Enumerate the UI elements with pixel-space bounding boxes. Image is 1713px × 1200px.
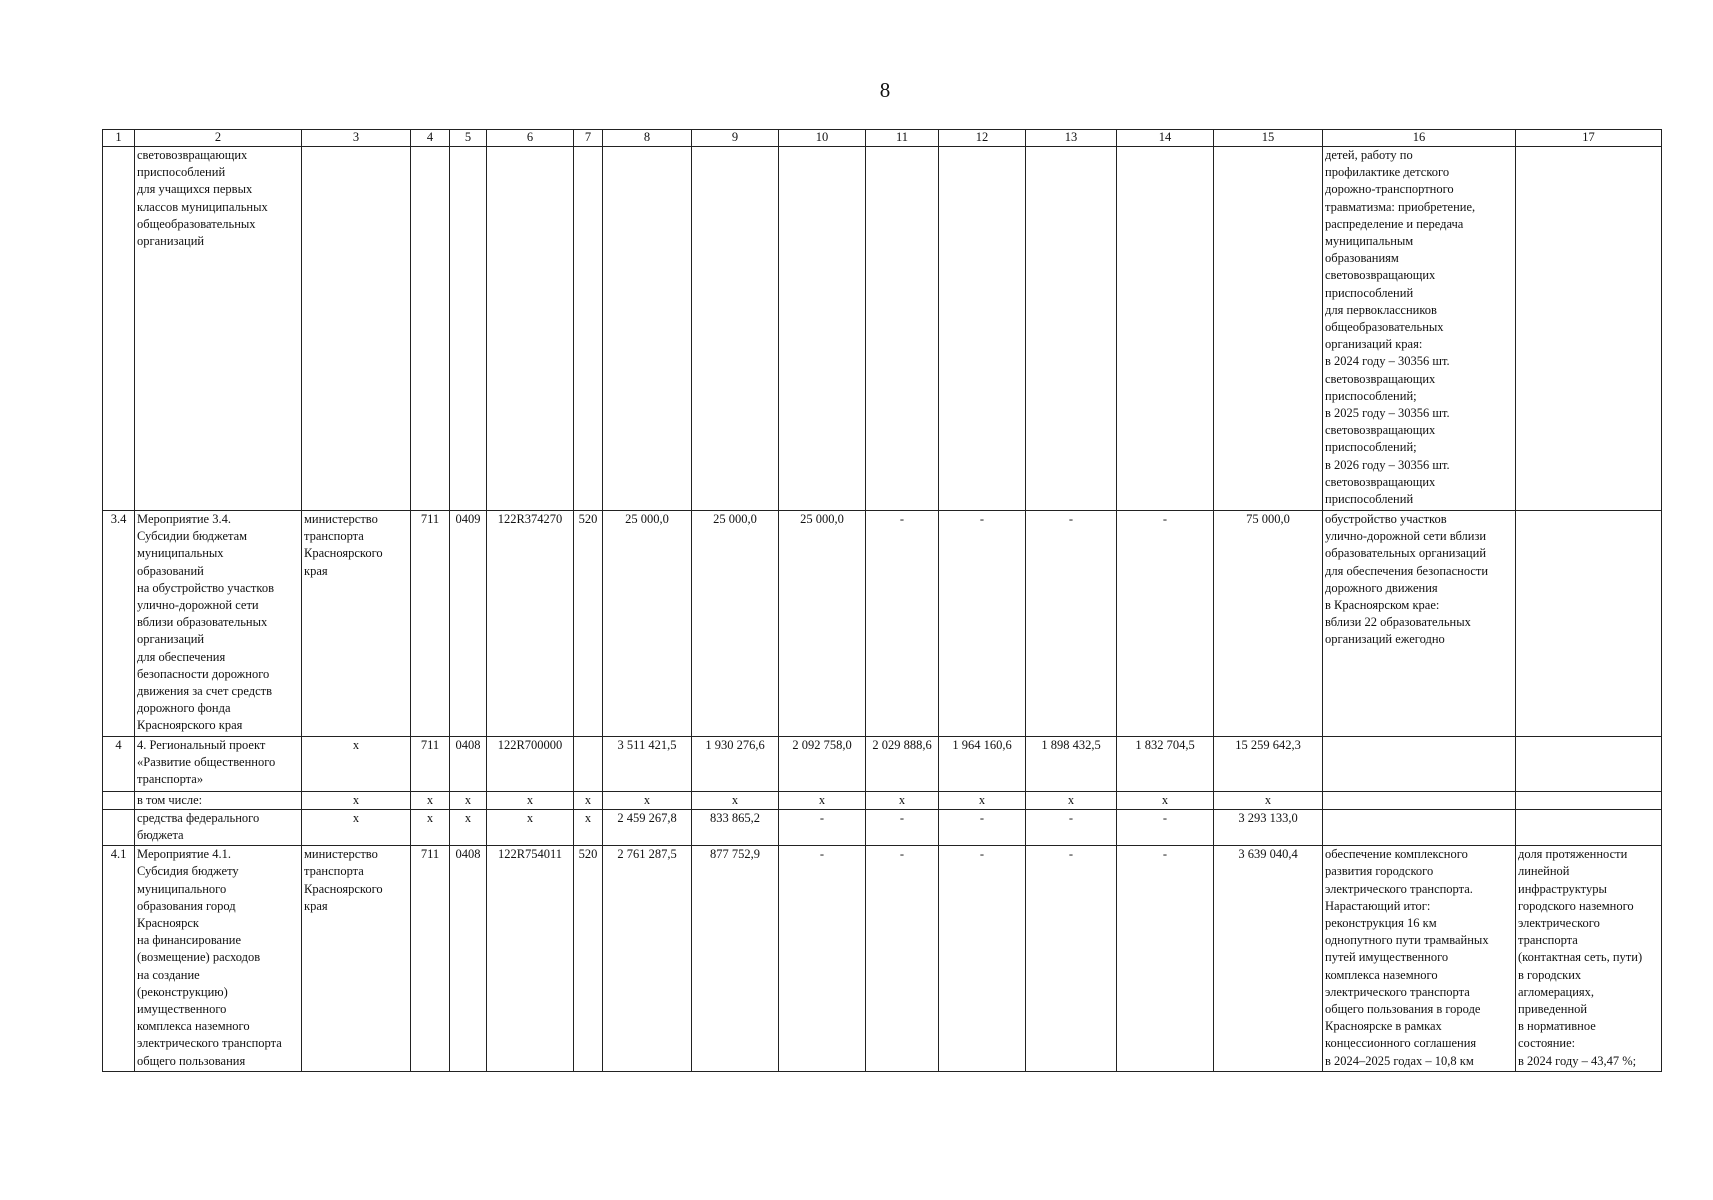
cell-name: Мероприятие 3.4. Субсидии бюджетам муниципальных образований на обустройство участков улично-дорожной сети вблизи образовательных организаций для обеспечения безопасности дорожного движения за счет средств дорожного фонда Красноярского края	[135, 511, 302, 737]
column-header: 9	[692, 130, 779, 147]
cell-grbs: х	[411, 810, 450, 846]
cell-indicator	[1516, 810, 1662, 846]
cell-amount: -	[1117, 810, 1214, 846]
cell-number	[103, 147, 135, 511]
cell-rzpr: х	[450, 810, 487, 846]
cell-result: обеспечение комплексного развития городского электрического транспорта. Нарастающий итог: реконструкция 16 км однопутного пути трамвайных путей имущественного комплекса наземного электрического транспорта общего пользования в городе Красноярске в рамках концессионного соглашения в 2024–2025 годах – 10,8 км	[1323, 846, 1516, 1072]
cell-executor: министерство транспорта Красноярского края	[302, 846, 411, 1072]
cell-executor	[302, 147, 411, 511]
cell-amount: 25 000,0	[692, 511, 779, 737]
cell-amount: 25 000,0	[603, 511, 692, 737]
cell-amount: 1 832 704,5	[1117, 737, 1214, 792]
column-header: 15	[1214, 130, 1323, 147]
table-row	[103, 511, 1662, 737]
cell-total	[1214, 147, 1323, 511]
cell-amount: -	[779, 846, 866, 1072]
cell-amount	[1117, 147, 1214, 511]
cell-grbs: 711	[411, 846, 450, 1072]
cell-amount: х	[866, 792, 939, 810]
cell-number: 4	[103, 737, 135, 792]
cell-amount	[1026, 147, 1117, 511]
column-header: 17	[1516, 130, 1662, 147]
cell-rzpr: х	[450, 792, 487, 810]
cell-rzpr: 0409	[450, 511, 487, 737]
column-header: 2	[135, 130, 302, 147]
cell-amount: 2 459 267,8	[603, 810, 692, 846]
column-header: 1	[103, 130, 135, 147]
column-header: 11	[866, 130, 939, 147]
cell-amount: 833 865,2	[692, 810, 779, 846]
cell-amount: 2 029 888,6	[866, 737, 939, 792]
cell-name: в том числе:	[135, 792, 302, 810]
cell-vr: х	[574, 792, 603, 810]
cell-grbs	[411, 147, 450, 511]
cell-rzpr: 0408	[450, 846, 487, 1072]
table-row	[103, 147, 1662, 511]
cell-result: обустройство участков улично-дорожной сети вблизи образовательных организаций для обеспечения безопасности дорожного движения в Красноярском крае: вблизи 22 образовательных организаций ежегодно	[1323, 511, 1516, 737]
cell-amount: -	[866, 810, 939, 846]
cell-amount: 2 092 758,0	[779, 737, 866, 792]
cell-executor: х	[302, 810, 411, 846]
page-number: 8	[879, 78, 891, 102]
cell-amount: -	[1117, 846, 1214, 1072]
cell-amount: -	[866, 511, 939, 737]
cell-number	[103, 810, 135, 846]
cell-amount: -	[779, 810, 866, 846]
cell-number: 4.1	[103, 846, 135, 1072]
cell-csr: 122R754011	[487, 846, 574, 1072]
cell-amount: 877 752,9	[692, 846, 779, 1072]
cell-amount: -	[939, 810, 1026, 846]
cell-number	[103, 792, 135, 810]
cell-name: 4. Региональный проект «Развитие общественного транспорта»	[135, 737, 302, 792]
cell-total: 3 639 040,4	[1214, 846, 1323, 1072]
cell-name: световозвращающих приспособлений для учащихся первых классов муниципальных общеобразовательных организаций	[135, 147, 302, 511]
column-header: 10	[779, 130, 866, 147]
cell-executor: х	[302, 737, 411, 792]
cell-amount: х	[603, 792, 692, 810]
cell-grbs: 711	[411, 511, 450, 737]
column-header: 4	[411, 130, 450, 147]
cell-grbs: 711	[411, 737, 450, 792]
cell-amount	[692, 147, 779, 511]
cell-vr	[574, 147, 603, 511]
table-row	[103, 737, 1662, 792]
cell-result: детей, работу по профилактике детского дорожно-транспортного травматизма: приобретение, распределение и передача муниципальным образованиям световозвращающих приспособлений для первоклассников общеобразовательных организаций края: в 2024 году – 30356 шт. световозвращающих приспособлений; в 2025 году – 30356 шт. световозвращающих приспособлений; в 2026 году – 30356 шт. световозвращающих приспособлений	[1323, 147, 1516, 511]
cell-csr	[487, 147, 574, 511]
cell-amount: 1 898 432,5	[1026, 737, 1117, 792]
cell-amount: 1 964 160,6	[939, 737, 1026, 792]
cell-amount: 2 761 287,5	[603, 846, 692, 1072]
cell-total: 3 293 133,0	[1214, 810, 1323, 846]
cell-amount: 1 930 276,6	[692, 737, 779, 792]
cell-vr	[574, 737, 603, 792]
cell-amount: -	[939, 511, 1026, 737]
cell-amount	[866, 147, 939, 511]
cell-indicator	[1516, 511, 1662, 737]
cell-amount: -	[1026, 810, 1117, 846]
column-header: 6	[487, 130, 574, 147]
table-row	[103, 810, 1662, 846]
program-table	[102, 129, 1662, 1072]
table-row	[103, 792, 1662, 810]
cell-rzpr: 0408	[450, 737, 487, 792]
cell-indicator: доля протяженности линейной инфраструктуры городского наземного электрического транспорта (контактная сеть, пути) в городских агломерациях, приведенной в нормативное состояние: в 2024 году – 43,47 %;	[1516, 846, 1662, 1072]
cell-result	[1323, 810, 1516, 846]
cell-indicator	[1516, 737, 1662, 792]
cell-amount	[939, 147, 1026, 511]
cell-amount: х	[939, 792, 1026, 810]
cell-name: Мероприятие 4.1. Субсидия бюджету муниципального образования город Красноярск на финансирование (возмещение) расходов на создание (реконструкцию) имущественного комплекса наземного электрического транспорта общего пользования	[135, 846, 302, 1072]
cell-amount: х	[692, 792, 779, 810]
cell-csr: 122R700000	[487, 737, 574, 792]
column-header: 5	[450, 130, 487, 147]
cell-amount: -	[939, 846, 1026, 1072]
cell-amount	[779, 147, 866, 511]
cell-csr: 122R374270	[487, 511, 574, 737]
column-header: 8	[603, 130, 692, 147]
cell-total: 15 259 642,3	[1214, 737, 1323, 792]
cell-amount	[603, 147, 692, 511]
cell-total: 75 000,0	[1214, 511, 1323, 737]
column-header: 14	[1117, 130, 1214, 147]
cell-total: х	[1214, 792, 1323, 810]
cell-indicator	[1516, 147, 1662, 511]
column-header: 7	[574, 130, 603, 147]
cell-amount: -	[866, 846, 939, 1072]
cell-amount: 25 000,0	[779, 511, 866, 737]
cell-name: средства федерального бюджета	[135, 810, 302, 846]
table-row	[103, 846, 1662, 1072]
cell-indicator	[1516, 792, 1662, 810]
cell-amount: 3 511 421,5	[603, 737, 692, 792]
cell-grbs: х	[411, 792, 450, 810]
cell-result	[1323, 792, 1516, 810]
cell-csr: х	[487, 810, 574, 846]
cell-executor: х	[302, 792, 411, 810]
column-header: 3	[302, 130, 411, 147]
cell-rzpr	[450, 147, 487, 511]
cell-csr: х	[487, 792, 574, 810]
column-header: 12	[939, 130, 1026, 147]
cell-number: 3.4	[103, 511, 135, 737]
cell-amount: -	[1026, 846, 1117, 1072]
cell-amount: х	[1117, 792, 1214, 810]
cell-amount: -	[1026, 511, 1117, 737]
cell-vr: 520	[574, 511, 603, 737]
cell-result	[1323, 737, 1516, 792]
cell-amount: х	[779, 792, 866, 810]
cell-amount: х	[1026, 792, 1117, 810]
cell-vr: 520	[574, 846, 603, 1072]
cell-amount: -	[1117, 511, 1214, 737]
column-header: 16	[1323, 130, 1516, 147]
column-header: 13	[1026, 130, 1117, 147]
column-header-row	[103, 130, 1662, 147]
cell-executor: министерство транспорта Красноярского края	[302, 511, 411, 737]
cell-vr: х	[574, 810, 603, 846]
